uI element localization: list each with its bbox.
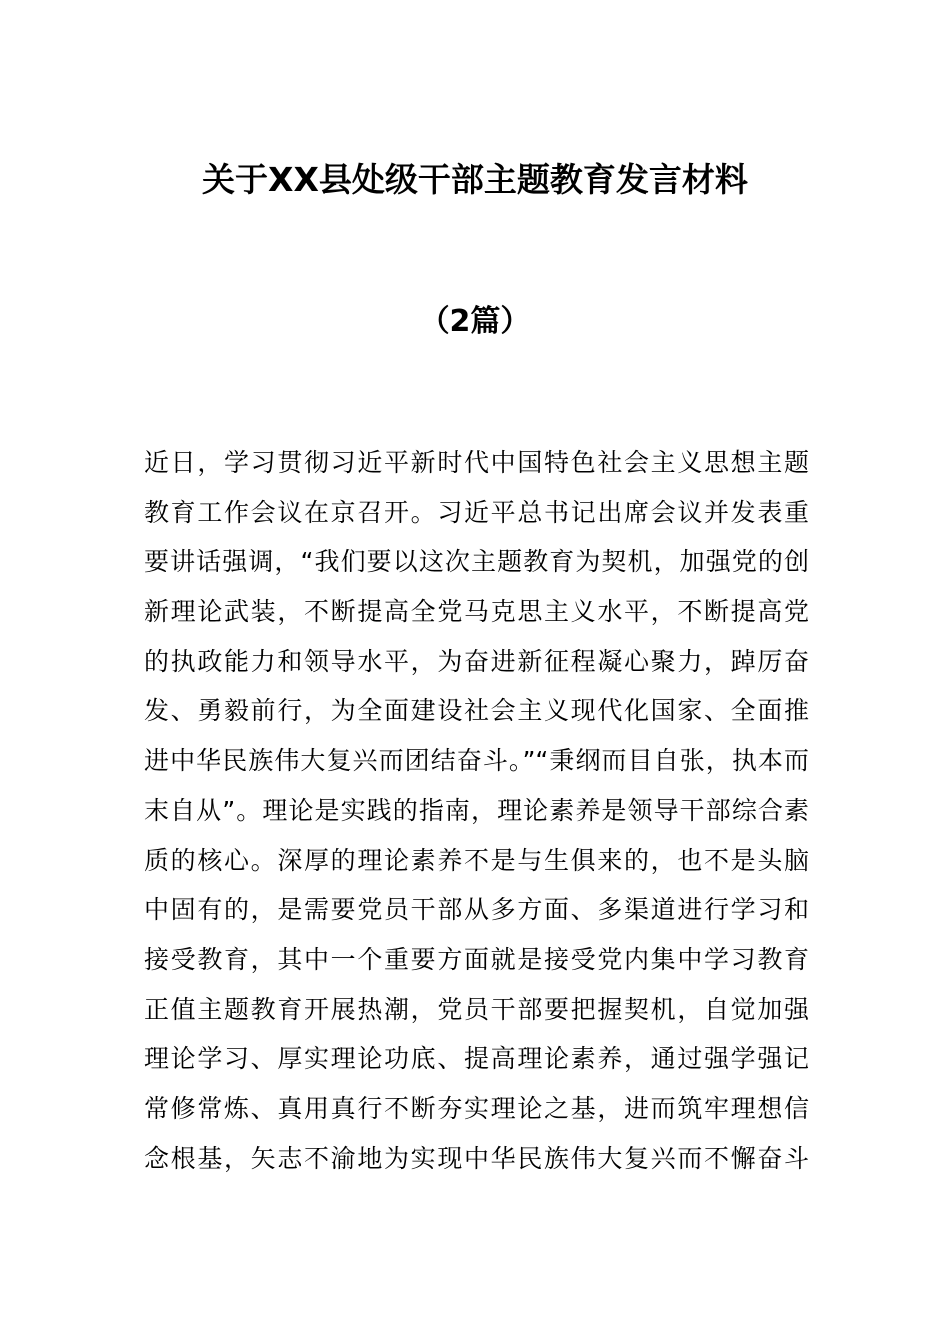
- paragraph-line: 正值主题教育开展热潮，党员干部要把握契机，自觉加强: [144, 994, 809, 1024]
- paragraph-line: 末自从”。理论是实践的指南，理论素养是领导干部综合素: [144, 795, 809, 825]
- document-subtitle: （2篇）: [419, 304, 531, 339]
- paragraph-line: 质的核心。深厚的理论素养不是与生俱来的，也不是头脑: [144, 845, 809, 875]
- paragraph-line: 常修常炼、真用真行不断夯实理论之基，进而筑牢理想信: [144, 1093, 809, 1123]
- paragraph-line: 新理论武装，不断提高全党马克思主义水平，不断提高党: [144, 597, 809, 627]
- paragraph-line: 教育工作会议在京召开。习近平总书记出席会议并发表重: [144, 497, 809, 527]
- paragraph-line: 要讲话强调，“我们要以这次主题教育为契机，加强党的创: [144, 547, 809, 577]
- paragraph-line: 发、勇毅前行，为全面建设社会主义现代化国家、全面推: [144, 696, 809, 726]
- paragraph-line: 中固有的，是需要党员干部从多方面、多渠道进行学习和: [144, 895, 809, 925]
- paragraph-line: 的执政能力和领导水平，为奋进新征程凝心聚力，踔厉奋: [144, 646, 809, 676]
- paragraph-line: 接受教育，其中一个重要方面就是接受党内集中学习教育: [144, 944, 809, 974]
- paragraph-line: 进中华民族伟大复兴而团结奋斗。”“秉纲而目自张，执本而: [144, 746, 809, 776]
- paragraph-line: 近日，学习贯彻习近平新时代中国特色社会主义思想主题: [144, 448, 809, 477]
- document-title: 关于XX县处级干部主题教育发言材料: [202, 160, 748, 199]
- body-paragraph: [144, 438, 809, 1183]
- paragraph-line: 念根基，矢志不渝地为实现中华民族伟大复兴而不懈奋斗: [144, 1143, 809, 1173]
- paragraph-line: 理论学习、厚实理论功底、提高理论素养，通过强学强记: [144, 1044, 809, 1074]
